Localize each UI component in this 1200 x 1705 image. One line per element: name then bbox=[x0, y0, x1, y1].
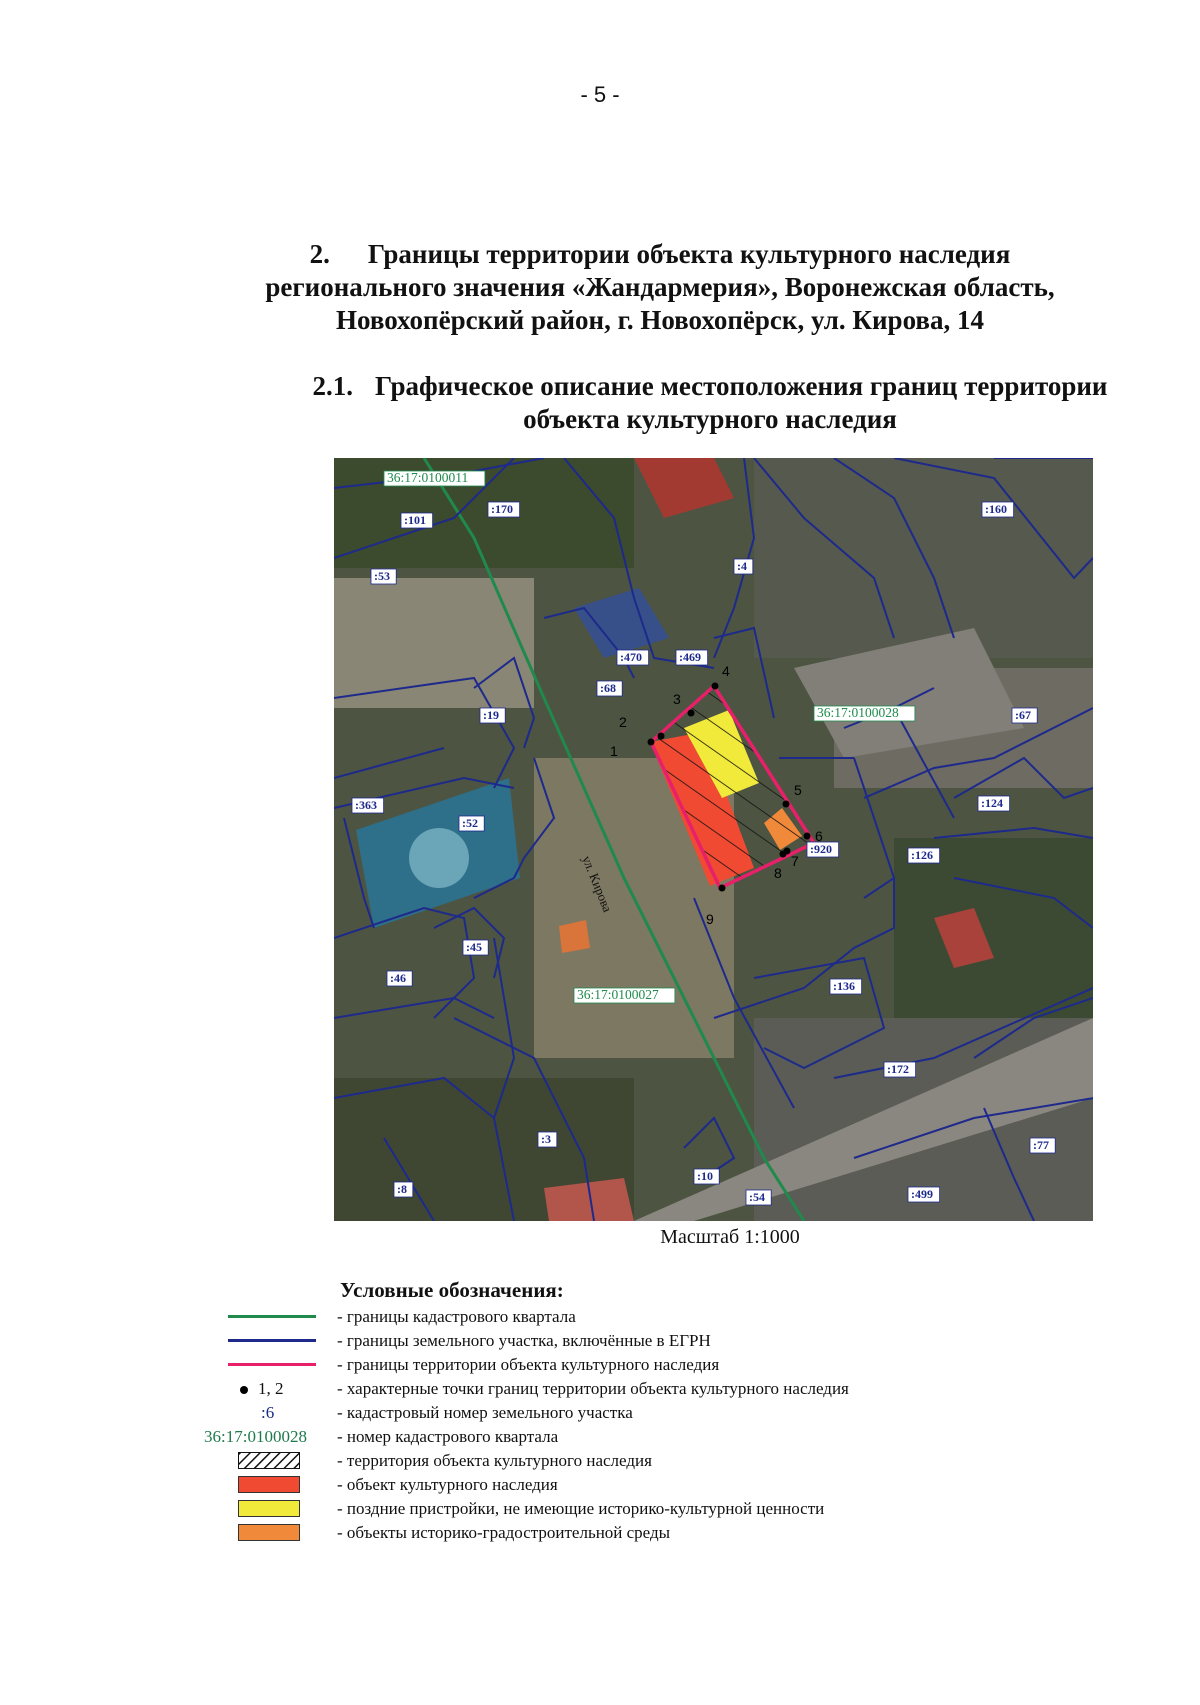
quarter-label-1: 36:17:0100028 bbox=[817, 705, 899, 720]
point-label-1: 1 bbox=[610, 743, 618, 759]
point-9-dot bbox=[719, 885, 726, 892]
pink-line-symbol bbox=[228, 1363, 316, 1366]
parcel-label-8: :19 bbox=[483, 708, 499, 722]
parcel-label-19: :3 bbox=[541, 1132, 551, 1146]
section-title-line2: регионального значения «Жандармерия», Воронежская область, bbox=[265, 272, 1055, 302]
section-title bbox=[180, 238, 1140, 337]
point-label-9: 9 bbox=[706, 911, 714, 927]
parcel-label-3: :4 bbox=[737, 559, 747, 573]
quarter-label-0: 36:17:0100011 bbox=[387, 470, 469, 485]
legend-item-heritage-line: - границы территории объекта культурного наследия bbox=[200, 1354, 1200, 1376]
point-6-dot bbox=[804, 833, 811, 840]
point-2-dot bbox=[658, 733, 665, 740]
point-label-3: 3 bbox=[673, 691, 681, 707]
point-label-2: 2 bbox=[619, 714, 627, 730]
parcel-label-4: :160 bbox=[985, 502, 1007, 516]
parcel-label-1: :170 bbox=[491, 502, 513, 516]
parcel-label-21: :54 bbox=[749, 1190, 765, 1204]
point-1-dot bbox=[648, 739, 655, 746]
subsection-title bbox=[230, 370, 1190, 436]
section-title-line1: Границы территории объекта культурного наследия bbox=[367, 239, 1011, 269]
page-number: - 5 - bbox=[580, 82, 620, 107]
legend-item-points: 1, 2 - характерные точки границ территории объекта культурного наследия bbox=[200, 1378, 1200, 1400]
section-title-line3: Новохопёрский район, г. Новохопёрск, ул. Кирова, 14 bbox=[336, 305, 984, 335]
legend-title: Условные обозначения: bbox=[340, 1278, 564, 1302]
map-scale: Масштаб 1:1000 bbox=[660, 1226, 800, 1248]
quarter-number-symbol: 36:17:0100028 bbox=[204, 1427, 307, 1446]
legend-item-quarter-number: 36:17:0100028 - номер кадастрового квартала bbox=[204, 1427, 559, 1446]
navy-line-symbol bbox=[228, 1339, 316, 1342]
street-label: ул. Кирова bbox=[579, 853, 616, 915]
legend-item-heritage-object: - объект культурного наследия bbox=[200, 1474, 1200, 1496]
parcel-label-9: :67 bbox=[1015, 708, 1031, 722]
subsection-number: 2.1. bbox=[312, 371, 353, 401]
parcel-label-14: :920 bbox=[810, 842, 832, 856]
legend-item-environment: - объекты историко-градостроительной среды bbox=[200, 1522, 1200, 1544]
parcel-label-0: :101 bbox=[404, 513, 426, 527]
yellow-fill-symbol bbox=[238, 1500, 300, 1517]
parcel-number-symbol: :6 bbox=[261, 1403, 275, 1422]
parcel-label-17: :136 bbox=[833, 979, 855, 993]
parcel-label-16: :46 bbox=[390, 971, 406, 985]
cadastral-map bbox=[334, 458, 1093, 1221]
parcel-label-20: :10 bbox=[697, 1169, 713, 1183]
point-4-dot bbox=[712, 683, 719, 690]
legend-item-parcel-line: - границы земельного участка, включённые в ЕГРН bbox=[200, 1330, 1200, 1352]
red-fill-symbol bbox=[238, 1476, 300, 1493]
parcel-label-15: :45 bbox=[466, 940, 482, 954]
section-number: 2. bbox=[309, 239, 330, 269]
legend-item-parcel-number: :6 - кадастровый номер земельного участка bbox=[261, 1403, 633, 1422]
parcel-label-2: :53 bbox=[374, 569, 390, 583]
parcel-label-10: :363 bbox=[355, 798, 377, 812]
parcel-label-7: :68 bbox=[600, 681, 616, 695]
point-8-dot bbox=[780, 851, 787, 858]
parcel-label-13: :126 bbox=[911, 848, 933, 862]
parcel-label-12: :124 bbox=[981, 796, 1003, 810]
point-label-7: 7 bbox=[791, 853, 799, 869]
hatch-symbol bbox=[238, 1452, 300, 1469]
quarter-label-2: 36:17:0100027 bbox=[577, 987, 659, 1002]
subsection-title-line1: Графическое описание местоположения границ территории bbox=[375, 371, 1108, 401]
point-5-dot bbox=[783, 801, 790, 808]
parcel-label-23: :77 bbox=[1033, 1138, 1049, 1152]
subsection-title-line2: объекта культурного наследия bbox=[523, 404, 897, 434]
point-symbol: 1, 2 bbox=[240, 1378, 284, 1400]
legend-item-quarter-line: - границы кадастрового квартала bbox=[200, 1306, 1200, 1328]
parcel-label-24: :499 bbox=[911, 1187, 933, 1201]
parcel-label-22: :8 bbox=[397, 1182, 407, 1196]
green-line-symbol bbox=[228, 1315, 316, 1318]
point-label-6: 6 bbox=[815, 828, 823, 844]
orange-fill-symbol bbox=[238, 1524, 300, 1541]
parcel-label-11: :52 bbox=[462, 816, 478, 830]
parcel-label-6: :469 bbox=[679, 650, 701, 664]
parcel-label-18: :172 bbox=[887, 1062, 909, 1076]
point-3-dot bbox=[688, 710, 695, 717]
point-label-8: 8 bbox=[774, 865, 782, 881]
legend-item-territory: - территория объекта культурного наследия bbox=[200, 1450, 1200, 1472]
legend-item-annex: - поздние пристройки, не имеющие историко-культурной ценности bbox=[200, 1498, 1200, 1520]
point-dot-icon bbox=[240, 1386, 248, 1394]
parcel-label-5: :470 bbox=[620, 650, 642, 664]
point-label-4: 4 bbox=[722, 663, 730, 679]
point-label-5: 5 bbox=[794, 782, 802, 798]
